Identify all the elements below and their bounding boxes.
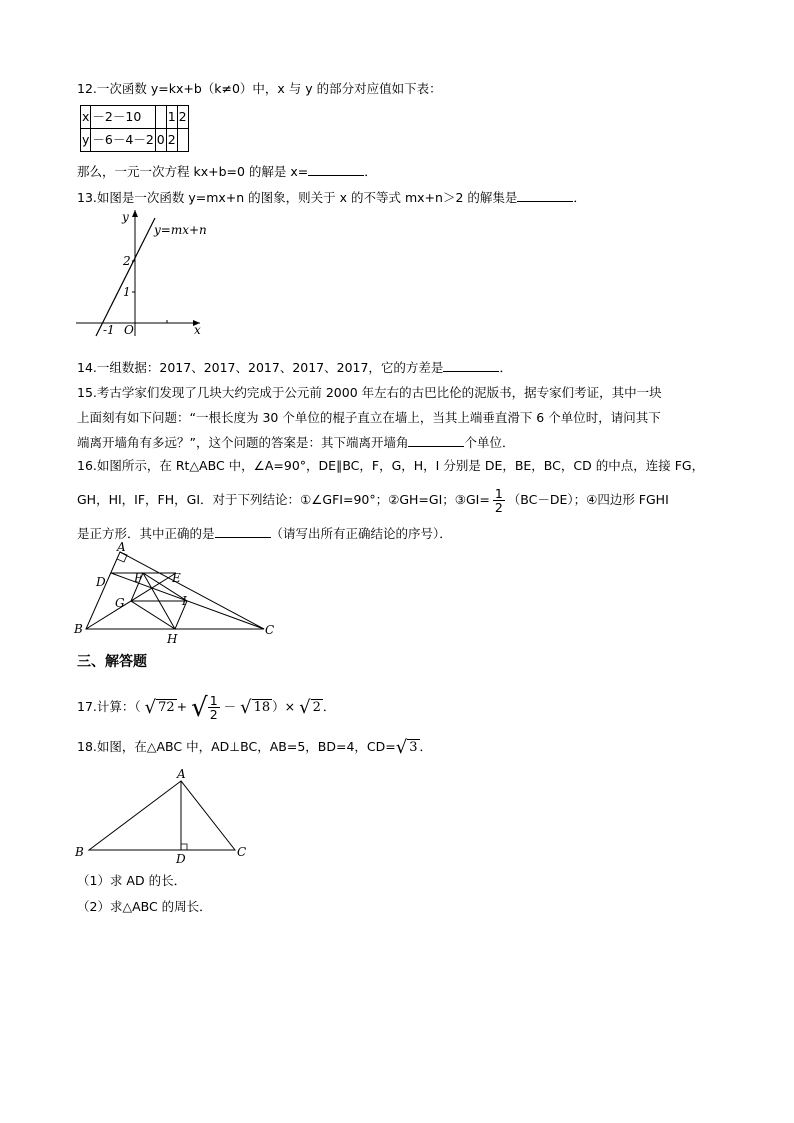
q12-question: 那么，一元一次方程 kx+b=0 的解是 x= ． [77, 164, 377, 179]
table-cell: －2－10 [91, 106, 155, 129]
q14-text: 14.一组数据：2017、2017、2017、2017、2017，它的方差是 ． [77, 360, 512, 375]
table-cell: y [81, 129, 91, 152]
q17-expression: 17.计算：（ √ 72 + √ $\frac{1}{2}$ － √ 18 ）× √ 2 ． [77, 692, 336, 723]
q16-line1: 16.如图所示，在 Rt△ABC 中，∠A=90°，DE∥BC，F，G，H，I 分别是 DE，BE，BC，CD 的中点，连接 FG， [77, 458, 705, 473]
q18-sub2: （2）求△ABC 的周长． [77, 899, 212, 914]
point-d-label: D [96, 575, 106, 589]
sqrt-3: √ 3 [395, 736, 418, 758]
sqrt-72: √ 72 [144, 696, 175, 718]
q12-text: 12.一次函数 y=kx+b（k≠0）中，x 与 y 的部分对应值如下表： [77, 81, 442, 96]
table-row [81, 129, 189, 152]
sqrt-2: √ 2 [299, 696, 321, 718]
point-e-label: E [172, 571, 181, 585]
table-cell: －6－4－2 [91, 129, 155, 152]
q16-triangle-figure [72, 542, 282, 646]
answer-blank[interactable] [517, 189, 573, 202]
answer-blank[interactable] [215, 525, 271, 538]
point-b-label: B [74, 622, 83, 636]
triangle-abc [86, 552, 264, 629]
section-heading: 三、解答题 [77, 654, 147, 670]
sqrt-half: √ $\frac{1}{2}$ [191, 692, 218, 723]
q18-text: 18.如图，在△ABC 中，AD⊥BC，AB=5，BD=4，CD=√ 3 ． [77, 736, 433, 758]
point-a-label: A [177, 767, 186, 781]
q15-line3: 端离开墙角有多远？”，这个问题的答案是：其下端离开墙角 个单位． [77, 435, 515, 450]
q13-text: 13.如图是一次函数 y=mx+n 的图象，则关于 x 的不等式 mx+n＞2 的解集是 ． [77, 190, 586, 205]
point-c-label: C [265, 623, 275, 637]
point-f-label: F [134, 571, 143, 585]
y-axis-label: y [122, 210, 129, 224]
q15-line2: 上面刻有如下问题：“一根长度为 30 个单位的棍子直立在墙上，当其上端垂直滑下 6 个单位时，请问其下 [77, 410, 661, 425]
answer-blank[interactable] [443, 359, 499, 372]
q18-triangle-figure [72, 764, 262, 868]
tick-label-neg1: -1 [103, 323, 115, 337]
point-c-label: C [237, 845, 247, 859]
origin-label: O [124, 323, 134, 337]
right-angle-mark [181, 844, 187, 850]
function-line [96, 218, 155, 336]
fraction-half: $\frac{1}{2}$ [494, 486, 503, 515]
triangle-abc [89, 781, 235, 850]
q16-line3: 是正方形．其中正确的是 （请写出所有正确结论的序号）． [77, 526, 452, 541]
q15-line1: 15.考古学家们发现了几块大约完成于公元前 2000 年左右的古巴比伦的泥版书，据专家们考证，其中一块 [77, 385, 662, 400]
table-cell [155, 106, 166, 129]
table-row [81, 106, 189, 129]
table-cell: 2 [177, 106, 188, 129]
q12-value-table [80, 105, 189, 152]
table-cell: 1 [166, 106, 177, 129]
q18-sub1: （1）求 AD 的长． [77, 873, 187, 888]
point-b-label: B [75, 845, 84, 859]
table-cell: x [81, 106, 91, 129]
point-h-label: H [167, 632, 178, 646]
table-cell: 0 [155, 129, 166, 152]
point-a-label: A [117, 540, 126, 554]
tick-label-1: 1 [123, 285, 131, 299]
sqrt-18: √ 18 [240, 696, 271, 718]
q13-graph-figure [72, 206, 212, 340]
tick-label-2: 2 [123, 254, 131, 268]
point-i-label: I [182, 594, 187, 608]
answer-blank[interactable] [308, 163, 364, 176]
y-axis-arrow [132, 210, 138, 217]
table-cell [177, 129, 188, 152]
x-axis-label: x [194, 323, 201, 337]
answer-blank[interactable] [408, 434, 464, 447]
table-cell: 2 [166, 129, 177, 152]
q16-line2: GH，HI，IF，FH，GI．对于下列结论：①∠GFI=90°；②GH=GI；③GI= $\frac{1}{2}$ （BC－DE）；④四边形 FGHI [77, 486, 669, 515]
line-label: y=mx+n [154, 223, 207, 237]
point-g-label: G [115, 596, 125, 610]
point-d-label: D [176, 852, 186, 866]
